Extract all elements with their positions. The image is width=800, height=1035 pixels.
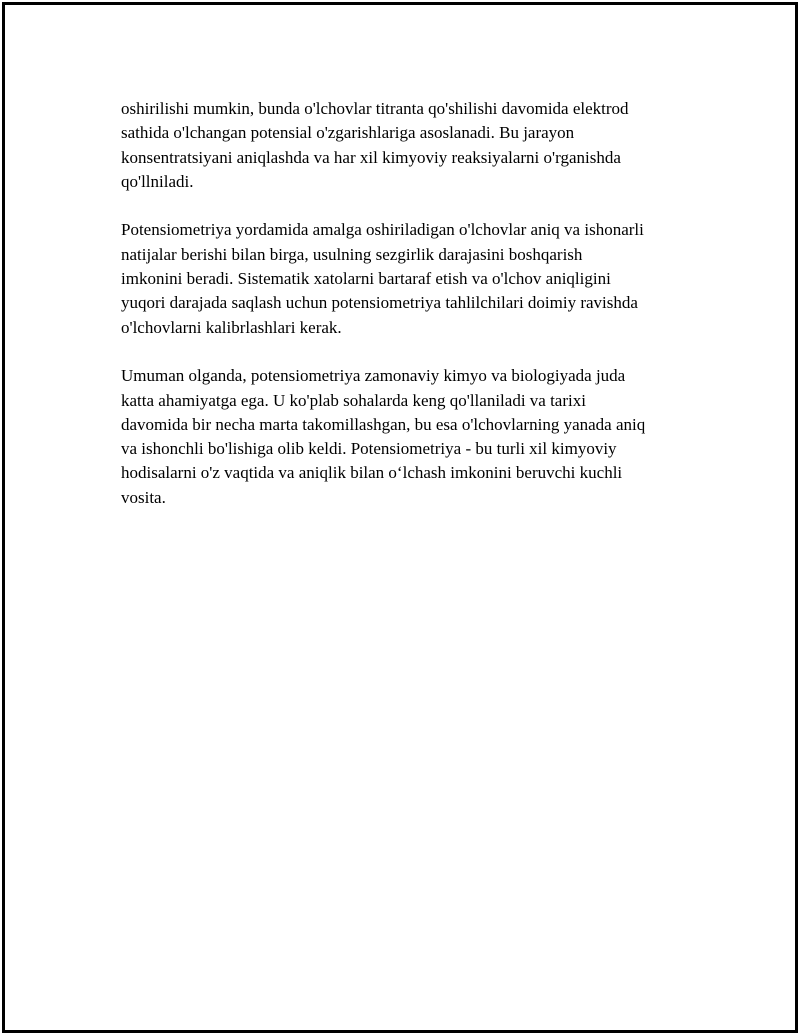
- text-line: va ishonchli bo'lishiga olib keldi. Potensiometriya - bu turli xil kimyoviy: [121, 439, 617, 459]
- text-line: imkonini beradi. Sistematik xatolarni bartaraf etish va o'lchov aniqligini: [121, 269, 611, 289]
- text-line: Potensiometriya yordamida amalga oshiriladigan o'lchovlar aniq va ishonarli: [121, 220, 644, 240]
- paragraph-2: [121, 218, 701, 339]
- text-line: yuqori darajada saqlash uchun potensiometriya tahlilchilari doimiy ravishda: [121, 293, 638, 313]
- text-line: hodisalarni o'z vaqtida va aniqlik bilan o‘lchash imkonini beruvchi kuchli: [121, 463, 623, 483]
- text-line: o'lchovlarni kalibrlashlari kerak.: [121, 317, 342, 337]
- paragraph-3: [121, 364, 701, 510]
- text-line: natijalar berishi bilan birga, usulning sezgirlik darajasini boshqarish: [121, 244, 583, 264]
- page-frame: [2, 2, 798, 1033]
- text-line: vosita.: [121, 487, 166, 507]
- text-line: oshirilishi mumkin, bunda o'lchovlar titranta qo'shilishi davomida elektrod: [121, 99, 629, 118]
- text-line: Umuman olganda, potensiometriya zamonaviy kimyo va biologiyada juda: [121, 366, 626, 386]
- text-line: katta ahamiyatga ega. U ko'plab sohalarda keng qo'llaniladi va tarixi: [121, 390, 586, 410]
- text-line: qo'llniladi.: [121, 171, 194, 191]
- document-body: [121, 97, 701, 534]
- paragraph-1: [121, 97, 701, 194]
- text-line: sathida o'lchangan potensial o'zgarishlariga asoslanadi. Bu jarayon: [121, 123, 575, 143]
- text-line: davomida bir necha marta takomillashgan, bu esa o'lchovlarning yanada aniq: [121, 414, 646, 434]
- text-line: konsentratsiyani aniqlashda va har xil kimyoviy reaksiyalarni o'rganishda: [121, 147, 621, 167]
